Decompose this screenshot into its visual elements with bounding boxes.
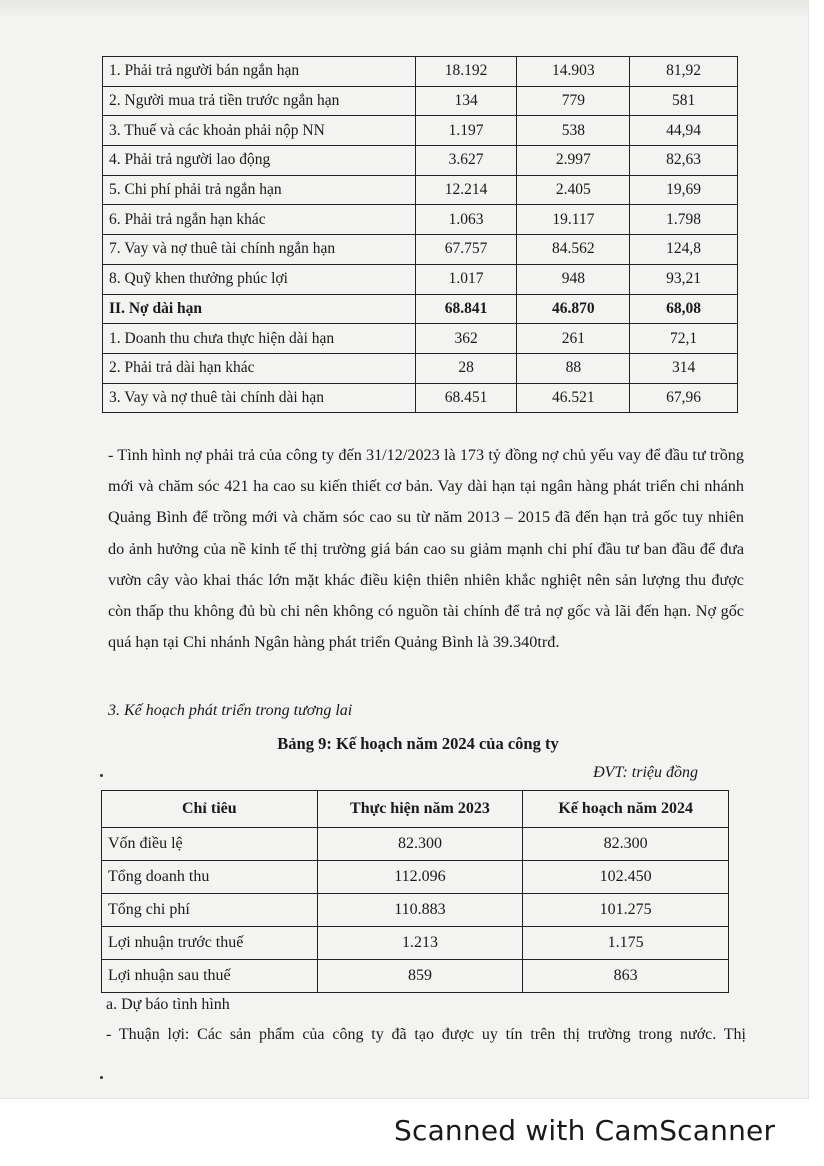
ratio-cell: 581	[630, 86, 738, 116]
unit-label: ĐVT: triệu đồng	[593, 764, 698, 781]
value-col1-cell: 362	[415, 324, 517, 354]
value-col2-cell: 19.117	[517, 205, 630, 235]
indicator-cell: Vốn điều lệ	[102, 828, 318, 861]
forecast-subheading: a. Dự báo tình hình	[106, 996, 230, 1013]
liabilities-table-row	[103, 383, 738, 413]
liability-item-cell: 5. Chi phí phải trả ngắn hạn	[103, 175, 416, 205]
liability-item-cell: 3. Thuế và các khoản phải nộp NN	[103, 116, 416, 146]
advantages-line: - Thuận lợi: Các sản phẩm của công ty đã tạo được uy tín trên thị trường trong nước. Thị	[106, 1026, 746, 1043]
header-actual-2023: Thực hiện năm 2023	[317, 791, 523, 828]
liabilities-table-row	[103, 205, 738, 235]
debt-situation-paragraph: - Tình hình nợ phải trả của công ty đến 31/12/2023 là 173 tỷ đồng nợ chủ yếu vay để đầu tư trồng mới và chăm sóc 421 ha cao su kiến thiết cơ bản. Vay dài hạn tại ngân hàng phát triển chi nhánh Quảng Bình để trồng mới và chăm sóc cao su từ năm 2013 – 2015 đã đến hạn trả gốc tuy nhiên do ảnh hưởng của nề kinh tế thị trường giá bán cao su giảm mạnh chi phí đầu tư ban đầu để đưa vườn cây vào khai thác lớn mặt khác điều kiện thiên nhiên khắc nghiệt nên sản lượng thu được còn thấp thu không đủ bù chi nên không có nguồn tài chính để trả nợ gốc và lãi đến hạn. Nợ gốc quá hạn tại Chi nhánh Ngân hàng phát triển Quảng Bình là 39.340trđ.	[108, 446, 744, 652]
ratio-cell: 1.798	[630, 205, 738, 235]
liability-item-cell: 2. Phải trả dài hạn khác	[103, 353, 416, 383]
liabilities-table-row	[103, 116, 738, 146]
value-col2-cell: 46.521	[517, 383, 630, 413]
plan-2024-cell: 102.450	[523, 861, 729, 894]
plan-2024-cell: 101.275	[523, 894, 729, 927]
liabilities-table-body	[103, 57, 738, 413]
liabilities-table-row	[103, 324, 738, 354]
value-col1-cell: 28	[415, 353, 517, 383]
value-col2-cell: 779	[517, 86, 630, 116]
value-col1-cell: 1.197	[415, 116, 517, 146]
plan-table-row	[102, 861, 729, 894]
plan-table-row	[102, 828, 729, 861]
liability-item-cell: 1. Phải trả người bán ngắn hạn	[103, 57, 416, 87]
plan-table-row	[102, 894, 729, 927]
scan-speck	[100, 1076, 103, 1079]
header-indicator: Chỉ tiêu	[102, 791, 318, 828]
actual-2023-cell: 859	[317, 960, 523, 993]
ratio-cell: 314	[630, 353, 738, 383]
liability-item-cell: 4. Phải trả người lao động	[103, 146, 416, 176]
value-col1-cell: 1.017	[415, 264, 517, 294]
liability-item-cell: 8. Quỹ khen thưởng phúc lợi	[103, 264, 416, 294]
header-plan-2024: Kế hoạch năm 2024	[523, 791, 729, 828]
liabilities-table-row	[103, 235, 738, 265]
liability-item-cell: 2. Người mua trả tiền trước ngắn hạn	[103, 86, 416, 116]
value-col1-cell: 3.627	[415, 146, 517, 176]
ratio-cell: 93,21	[630, 264, 738, 294]
value-col1-cell: 1.063	[415, 205, 517, 235]
indicator-cell: Tổng doanh thu	[102, 861, 318, 894]
liability-item-cell: 6. Phải trả ngắn hạn khác	[103, 205, 416, 235]
liability-item-cell: II. Nợ dài hạn	[103, 294, 416, 324]
value-col2-cell: 948	[517, 264, 630, 294]
liabilities-table-row	[103, 86, 738, 116]
table-caption: Bảng 9: Kế hoạch năm 2024 của công ty	[277, 734, 559, 753]
value-col2-cell: 2.405	[517, 175, 630, 205]
actual-2023-cell: 1.213	[317, 927, 523, 960]
ratio-cell: 68,08	[630, 294, 738, 324]
value-col1-cell: 18.192	[415, 57, 517, 87]
value-col2-cell: 88	[517, 353, 630, 383]
section-heading-future-plan: 3. Kế hoạch phát triển trong tương lai	[108, 702, 353, 719]
value-col1-cell: 67.757	[415, 235, 517, 265]
value-col1-cell: 134	[415, 86, 517, 116]
liabilities-table-row	[103, 264, 738, 294]
liability-item-cell: 3. Vay và nợ thuê tài chính dài hạn	[103, 383, 416, 413]
plan-2024-cell: 863	[523, 960, 729, 993]
liability-item-cell: 7. Vay và nợ thuê tài chính ngắn hạn	[103, 235, 416, 265]
value-col1-cell: 68.841	[415, 294, 517, 324]
indicator-cell: Tổng chi phí	[102, 894, 318, 927]
liabilities-table-row	[103, 146, 738, 176]
liabilities-table	[102, 56, 738, 413]
liability-item-cell: 1. Doanh thu chưa thực hiện dài hạn	[103, 324, 416, 354]
ratio-cell: 82,63	[630, 146, 738, 176]
page-top-edge	[0, 0, 808, 20]
plan-2024-cell: 82.300	[523, 828, 729, 861]
ratio-cell: 81,92	[630, 57, 738, 87]
plan-table-header-row	[102, 791, 729, 828]
plan-2024-table	[101, 790, 729, 993]
plan-table-row	[102, 927, 729, 960]
liabilities-table-row	[103, 353, 738, 383]
value-col2-cell: 46.870	[517, 294, 630, 324]
value-col2-cell: 14.903	[517, 57, 630, 87]
scan-speck	[100, 774, 103, 777]
value-col2-cell: 84.562	[517, 235, 630, 265]
liabilities-table-row	[103, 175, 738, 205]
actual-2023-cell: 112.096	[317, 861, 523, 894]
ratio-cell: 19,69	[630, 175, 738, 205]
liabilities-table-row	[103, 294, 738, 324]
value-col2-cell: 538	[517, 116, 630, 146]
value-col2-cell: 2.997	[517, 146, 630, 176]
plan-2024-cell: 1.175	[523, 927, 729, 960]
value-col1-cell: 68.451	[415, 383, 517, 413]
actual-2023-cell: 82.300	[317, 828, 523, 861]
value-col1-cell: 12.214	[415, 175, 517, 205]
ratio-cell: 44,94	[630, 116, 738, 146]
camscanner-watermark: Scanned with CamScanner	[394, 1114, 776, 1147]
indicator-cell: Lợi nhuận sau thuế	[102, 960, 318, 993]
indicator-cell: Lợi nhuận trước thuế	[102, 927, 318, 960]
plan-table-row	[102, 960, 729, 993]
value-col2-cell: 261	[517, 324, 630, 354]
actual-2023-cell: 110.883	[317, 894, 523, 927]
liabilities-table-row	[103, 57, 738, 87]
ratio-cell: 72,1	[630, 324, 738, 354]
ratio-cell: 67,96	[630, 383, 738, 413]
ratio-cell: 124,8	[630, 235, 738, 265]
